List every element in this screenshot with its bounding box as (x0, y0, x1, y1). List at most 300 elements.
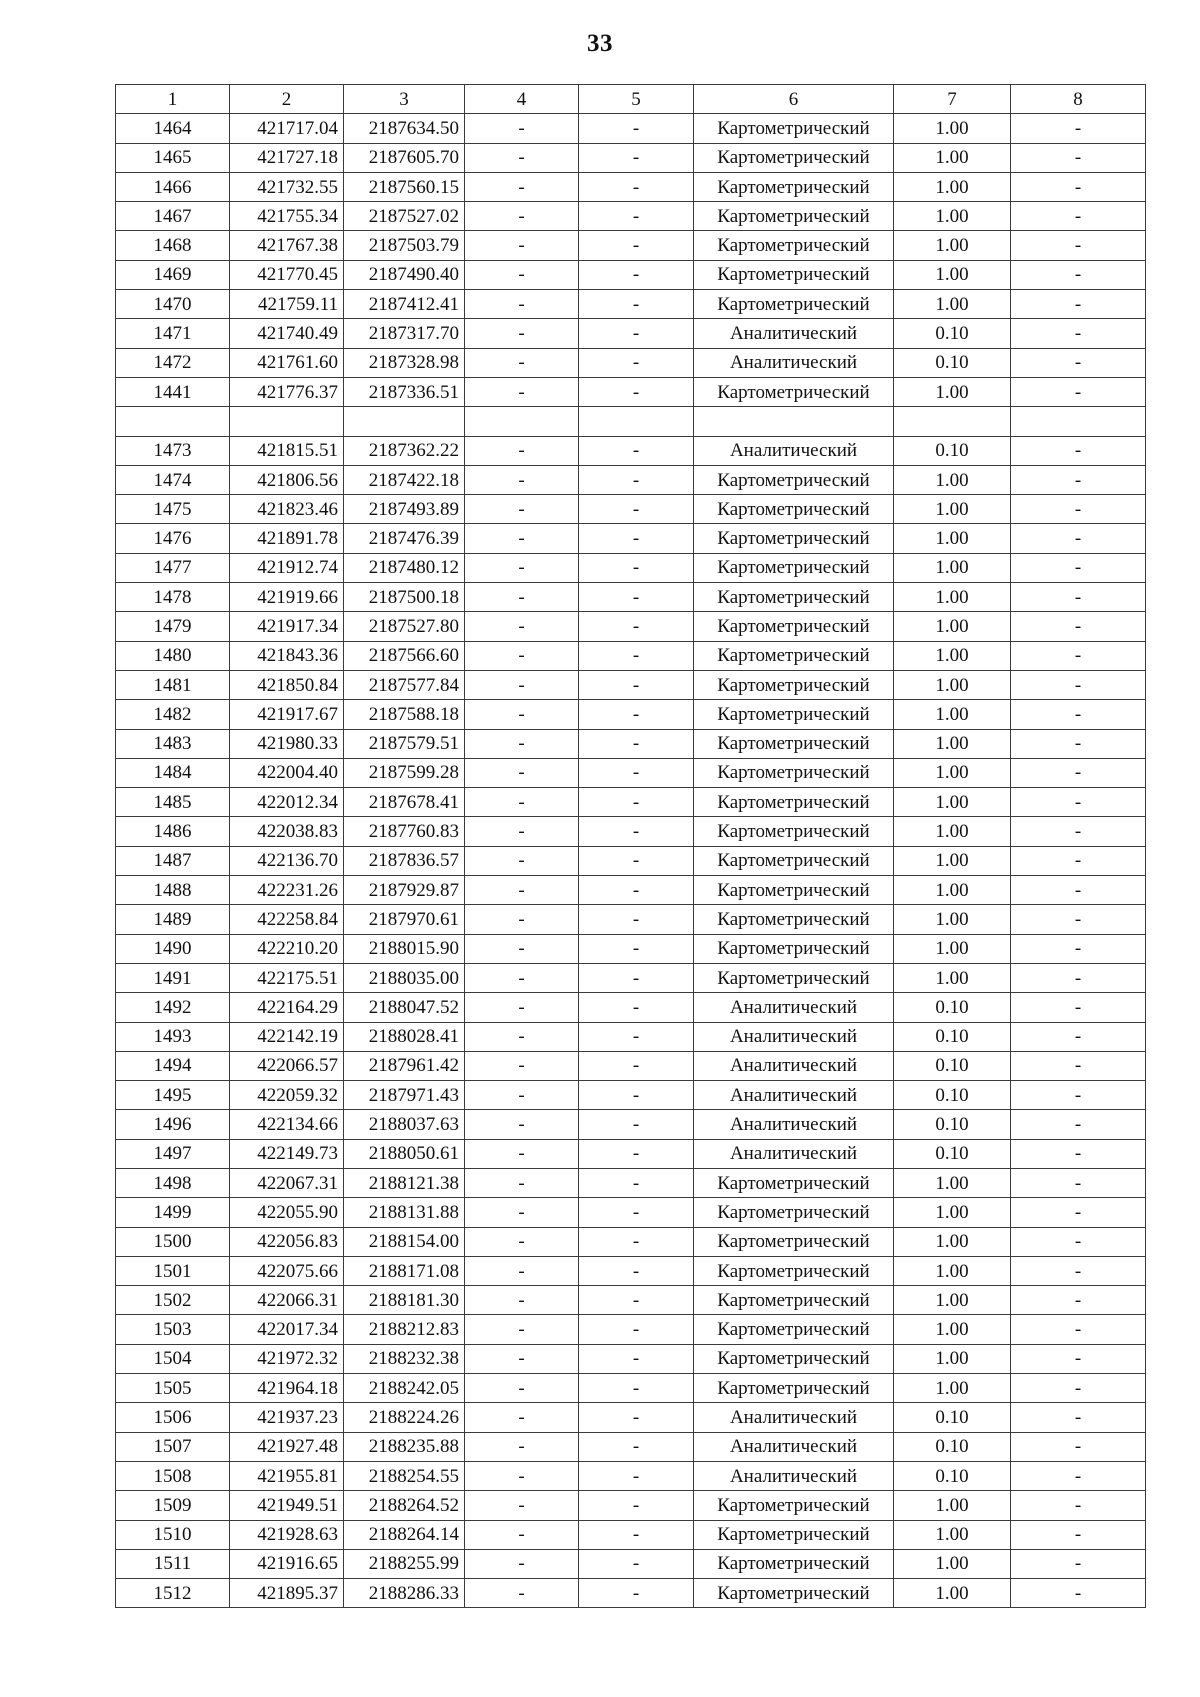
column-4-cell: - (465, 1520, 579, 1549)
point-number-cell: 1464 (116, 114, 230, 143)
table-row (116, 407, 1146, 436)
x-coordinate-cell: 422075.66 (230, 1256, 344, 1285)
table-row (116, 1315, 1146, 1344)
column-5-cell: - (579, 583, 694, 612)
table-row (116, 1286, 1146, 1315)
column-8-cell: - (1011, 1491, 1146, 1520)
table-row (116, 758, 1146, 787)
accuracy-cell: 1.00 (894, 202, 1011, 231)
column-5-cell: - (579, 1022, 694, 1051)
method-cell: Картометрический (694, 670, 894, 699)
point-number-cell: 1481 (116, 670, 230, 699)
column-8-cell: - (1011, 1549, 1146, 1578)
x-coordinate-cell: 422012.34 (230, 788, 344, 817)
column-8-cell: - (1011, 202, 1146, 231)
method-cell: Картометрический (694, 143, 894, 172)
column-header: 3 (344, 85, 465, 114)
column-5-cell: - (579, 758, 694, 787)
accuracy-cell: 1.00 (894, 172, 1011, 201)
point-number-cell: 1501 (116, 1256, 230, 1285)
accuracy-cell: 0.10 (894, 1139, 1011, 1168)
x-coordinate-cell: 421850.84 (230, 670, 344, 699)
column-8-cell: - (1011, 934, 1146, 963)
method-cell: Картометрический (694, 876, 894, 905)
y-coordinate-cell: 2187328.98 (344, 348, 465, 377)
column-5-cell: - (579, 172, 694, 201)
accuracy-cell: 0.10 (894, 1403, 1011, 1432)
y-coordinate-cell: 2188286.33 (344, 1579, 465, 1608)
method-cell: Картометрический (694, 114, 894, 143)
column-8-cell: - (1011, 1461, 1146, 1490)
method-cell: Картометрический (694, 758, 894, 787)
method-cell: Картометрический (694, 583, 894, 612)
y-coordinate-cell: 2187317.70 (344, 319, 465, 348)
table-row (116, 583, 1146, 612)
column-4-cell: - (465, 172, 579, 201)
column-4-cell: - (465, 348, 579, 377)
point-number-cell: 1500 (116, 1227, 230, 1256)
point-number-cell: 1499 (116, 1198, 230, 1227)
column-4-cell: - (465, 1227, 579, 1256)
x-coordinate-cell: 422136.70 (230, 846, 344, 875)
column-5-cell: - (579, 1110, 694, 1139)
method-cell: Картометрический (694, 1374, 894, 1403)
y-coordinate-cell: 2187336.51 (344, 377, 465, 406)
table-row (116, 524, 1146, 553)
x-coordinate-cell: 421767.38 (230, 231, 344, 260)
method-cell: Картометрический (694, 963, 894, 992)
y-coordinate-cell: 2188264.52 (344, 1491, 465, 1520)
column-4-cell: - (465, 641, 579, 670)
column-4-cell: - (465, 1256, 579, 1285)
column-5-cell (579, 407, 694, 436)
column-4-cell: - (465, 612, 579, 641)
accuracy-cell: 1.00 (894, 1256, 1011, 1285)
column-5-cell: - (579, 465, 694, 494)
point-number-cell: 1467 (116, 202, 230, 231)
column-4-cell: - (465, 1461, 579, 1490)
x-coordinate-cell: 421912.74 (230, 553, 344, 582)
point-number-cell: 1483 (116, 729, 230, 758)
x-coordinate-cell: 421806.56 (230, 465, 344, 494)
x-coordinate-cell: 422149.73 (230, 1139, 344, 1168)
method-cell: Картометрический (694, 202, 894, 231)
column-4-cell: - (465, 993, 579, 1022)
accuracy-cell: 1.00 (894, 905, 1011, 934)
method-cell: Аналитический (694, 993, 894, 1022)
x-coordinate-cell: 422017.34 (230, 1315, 344, 1344)
column-8-cell: - (1011, 1227, 1146, 1256)
point-number-cell: 1503 (116, 1315, 230, 1344)
column-5-cell: - (579, 641, 694, 670)
column-4-cell: - (465, 700, 579, 729)
accuracy-cell: 1.00 (894, 876, 1011, 905)
column-5-cell: - (579, 1579, 694, 1608)
method-cell: Картометрический (694, 1579, 894, 1608)
point-number-cell: 1473 (116, 436, 230, 465)
y-coordinate-cell: 2187579.51 (344, 729, 465, 758)
column-8-cell: - (1011, 1403, 1146, 1432)
x-coordinate-cell: 422231.26 (230, 876, 344, 905)
column-5-cell: - (579, 729, 694, 758)
column-8-cell: - (1011, 1256, 1146, 1285)
x-coordinate-cell: 422164.29 (230, 993, 344, 1022)
accuracy-cell: 1.00 (894, 788, 1011, 817)
column-4-cell: - (465, 1374, 579, 1403)
x-coordinate-cell: 422055.90 (230, 1198, 344, 1227)
column-4-cell: - (465, 143, 579, 172)
y-coordinate-cell: 2187566.60 (344, 641, 465, 670)
accuracy-cell: 1.00 (894, 700, 1011, 729)
column-5-cell: - (579, 1139, 694, 1168)
table-row (116, 1051, 1146, 1080)
table-row (116, 377, 1146, 406)
method-cell: Картометрический (694, 553, 894, 582)
y-coordinate-cell: 2187678.41 (344, 788, 465, 817)
method-cell: Аналитический (694, 1022, 894, 1051)
y-coordinate-cell: 2188242.05 (344, 1374, 465, 1403)
accuracy-cell: 1.00 (894, 1315, 1011, 1344)
table-row (116, 1579, 1146, 1608)
x-coordinate-cell: 421895.37 (230, 1579, 344, 1608)
x-coordinate-cell: 421761.60 (230, 348, 344, 377)
column-4-cell: - (465, 377, 579, 406)
accuracy-cell: 1.00 (894, 1198, 1011, 1227)
table-row (116, 495, 1146, 524)
point-number-cell: 1498 (116, 1168, 230, 1197)
column-8-cell: - (1011, 260, 1146, 289)
point-number-cell: 1502 (116, 1286, 230, 1315)
accuracy-cell: 0.10 (894, 319, 1011, 348)
x-coordinate-cell: 422067.31 (230, 1168, 344, 1197)
point-number-cell: 1468 (116, 231, 230, 260)
column-5-cell: - (579, 846, 694, 875)
x-coordinate-cell: 422210.20 (230, 934, 344, 963)
table-row (116, 348, 1146, 377)
point-number-cell: 1482 (116, 700, 230, 729)
y-coordinate-cell: 2187362.22 (344, 436, 465, 465)
accuracy-cell: 0.10 (894, 1432, 1011, 1461)
y-coordinate-cell: 2187760.83 (344, 817, 465, 846)
column-5-cell: - (579, 612, 694, 641)
accuracy-cell: 1.00 (894, 934, 1011, 963)
table-row (116, 260, 1146, 289)
y-coordinate-cell: 2187560.15 (344, 172, 465, 201)
column-8-cell: - (1011, 524, 1146, 553)
point-number-cell: 1477 (116, 553, 230, 582)
x-coordinate-cell: 421776.37 (230, 377, 344, 406)
column-5-cell: - (579, 1256, 694, 1285)
coordinates-table (115, 84, 1146, 1608)
column-5-cell: - (579, 963, 694, 992)
accuracy-cell: 1.00 (894, 524, 1011, 553)
column-5-cell: - (579, 993, 694, 1022)
table-row (116, 934, 1146, 963)
method-cell: Картометрический (694, 465, 894, 494)
y-coordinate-cell: 2187634.50 (344, 114, 465, 143)
x-coordinate-cell: 422038.83 (230, 817, 344, 846)
column-header: 6 (694, 85, 894, 114)
point-number-cell: 1508 (116, 1461, 230, 1490)
point-number-cell: 1466 (116, 172, 230, 201)
method-cell: Картометрический (694, 1549, 894, 1578)
x-coordinate-cell: 422059.32 (230, 1081, 344, 1110)
column-8-cell (1011, 407, 1146, 436)
accuracy-cell: 1.00 (894, 817, 1011, 846)
accuracy-cell: 1.00 (894, 1374, 1011, 1403)
y-coordinate-cell: 2187422.18 (344, 465, 465, 494)
method-cell: Картометрический (694, 1344, 894, 1373)
column-5-cell: - (579, 788, 694, 817)
accuracy-cell: 1.00 (894, 231, 1011, 260)
column-8-cell: - (1011, 377, 1146, 406)
y-coordinate-cell: 2187836.57 (344, 846, 465, 875)
column-5-cell: - (579, 114, 694, 143)
column-8-cell: - (1011, 612, 1146, 641)
y-coordinate-cell: 2188035.00 (344, 963, 465, 992)
column-8-cell: - (1011, 290, 1146, 319)
column-8-cell: - (1011, 1344, 1146, 1373)
x-coordinate-cell: 421927.48 (230, 1432, 344, 1461)
column-5-cell: - (579, 524, 694, 553)
table-row (116, 1256, 1146, 1285)
point-number-cell: 1511 (116, 1549, 230, 1578)
column-8-cell: - (1011, 1315, 1146, 1344)
column-5-cell: - (579, 231, 694, 260)
column-4-cell: - (465, 436, 579, 465)
x-coordinate-cell: 421917.34 (230, 612, 344, 641)
x-coordinate-cell: 422134.66 (230, 1110, 344, 1139)
y-coordinate-cell: 2187961.42 (344, 1051, 465, 1080)
x-coordinate-cell: 421843.36 (230, 641, 344, 670)
method-cell: Аналитический (694, 1403, 894, 1432)
y-coordinate-cell: 2187970.61 (344, 905, 465, 934)
column-8-cell: - (1011, 758, 1146, 787)
column-5-cell: - (579, 1081, 694, 1110)
accuracy-cell: 0.10 (894, 348, 1011, 377)
column-8-cell: - (1011, 553, 1146, 582)
point-number-cell: 1495 (116, 1081, 230, 1110)
method-cell: Аналитический (694, 436, 894, 465)
column-4-cell: - (465, 1491, 579, 1520)
method-cell: Картометрический (694, 495, 894, 524)
point-number-cell: 1492 (116, 993, 230, 1022)
y-coordinate-cell: 2188255.99 (344, 1549, 465, 1578)
column-8-cell: - (1011, 1579, 1146, 1608)
y-coordinate-cell: 2187588.18 (344, 700, 465, 729)
accuracy-cell: 1.00 (894, 377, 1011, 406)
accuracy-cell: 1.00 (894, 1579, 1011, 1608)
column-4-cell: - (465, 1051, 579, 1080)
method-cell: Картометрический (694, 1198, 894, 1227)
method-cell: Картометрический (694, 1315, 894, 1344)
column-8-cell: - (1011, 788, 1146, 817)
point-number-cell: 1510 (116, 1520, 230, 1549)
y-coordinate-cell: 2187476.39 (344, 524, 465, 553)
column-5-cell: - (579, 436, 694, 465)
x-coordinate-cell: 422066.57 (230, 1051, 344, 1080)
column-4-cell: - (465, 114, 579, 143)
table-row (116, 1198, 1146, 1227)
point-number-cell: 1480 (116, 641, 230, 670)
point-number-cell: 1474 (116, 465, 230, 494)
column-4-cell: - (465, 670, 579, 699)
accuracy-cell: 1.00 (894, 553, 1011, 582)
column-4-cell: - (465, 583, 579, 612)
x-coordinate-cell: 421891.78 (230, 524, 344, 553)
y-coordinate-cell: 2187412.41 (344, 290, 465, 319)
column-8-cell: - (1011, 846, 1146, 875)
x-coordinate-cell: 421916.65 (230, 1549, 344, 1578)
point-number-cell: 1488 (116, 876, 230, 905)
x-coordinate-cell: 421823.46 (230, 495, 344, 524)
method-cell: Картометрический (694, 377, 894, 406)
y-coordinate-cell: 2187971.43 (344, 1081, 465, 1110)
x-coordinate-cell: 421928.63 (230, 1520, 344, 1549)
point-number-cell: 1489 (116, 905, 230, 934)
column-5-cell: - (579, 905, 694, 934)
method-cell: Картометрический (694, 231, 894, 260)
method-cell: Картометрический (694, 290, 894, 319)
x-coordinate-cell: 422258.84 (230, 905, 344, 934)
x-coordinate-cell: 422142.19 (230, 1022, 344, 1051)
y-coordinate-cell: 2188235.88 (344, 1432, 465, 1461)
y-coordinate-cell: 2187605.70 (344, 143, 465, 172)
column-5-cell: - (579, 319, 694, 348)
table-row (116, 1081, 1146, 1110)
method-cell: Картометрический (694, 934, 894, 963)
column-4-cell: - (465, 963, 579, 992)
column-5-cell: - (579, 348, 694, 377)
x-coordinate-cell: 421937.23 (230, 1403, 344, 1432)
column-5-cell: - (579, 817, 694, 846)
method-cell: Аналитический (694, 1110, 894, 1139)
column-4-cell: - (465, 319, 579, 348)
method-cell: Картометрический (694, 905, 894, 934)
method-cell: Картометрический (694, 612, 894, 641)
table-row (116, 670, 1146, 699)
column-8-cell: - (1011, 1051, 1146, 1080)
point-number-cell: 1505 (116, 1374, 230, 1403)
x-coordinate-cell: 421964.18 (230, 1374, 344, 1403)
column-5-cell: - (579, 1168, 694, 1197)
point-number-cell: 1472 (116, 348, 230, 377)
column-4-cell: - (465, 1403, 579, 1432)
y-coordinate-cell: 2188171.08 (344, 1256, 465, 1285)
accuracy-cell: 1.00 (894, 465, 1011, 494)
table-row (116, 700, 1146, 729)
column-5-cell: - (579, 1051, 694, 1080)
accuracy-cell: 1.00 (894, 846, 1011, 875)
column-4-cell: - (465, 290, 579, 319)
x-coordinate-cell: 421972.32 (230, 1344, 344, 1373)
point-number-cell: 1485 (116, 788, 230, 817)
x-coordinate-cell: 421980.33 (230, 729, 344, 758)
column-4-cell: - (465, 1549, 579, 1578)
table-row (116, 319, 1146, 348)
accuracy-cell: 1.00 (894, 583, 1011, 612)
method-cell: Аналитический (694, 319, 894, 348)
column-4-cell: - (465, 1579, 579, 1608)
column-8-cell: - (1011, 495, 1146, 524)
column-4-cell: - (465, 1081, 579, 1110)
column-8-cell: - (1011, 231, 1146, 260)
column-8-cell: - (1011, 465, 1146, 494)
method-cell: Картометрический (694, 172, 894, 201)
column-8-cell: - (1011, 583, 1146, 612)
column-5-cell: - (579, 1403, 694, 1432)
point-number-cell: 1507 (116, 1432, 230, 1461)
table-row (116, 817, 1146, 846)
column-5-cell: - (579, 1549, 694, 1578)
point-number-cell: 1494 (116, 1051, 230, 1080)
accuracy-cell: 1.00 (894, 143, 1011, 172)
column-5-cell: - (579, 1374, 694, 1403)
table-row (116, 290, 1146, 319)
column-4-cell: - (465, 905, 579, 934)
table-row (116, 202, 1146, 231)
column-4-cell: - (465, 934, 579, 963)
x-coordinate-cell: 421759.11 (230, 290, 344, 319)
table-row (116, 1461, 1146, 1490)
column-header: 5 (579, 85, 694, 114)
column-8-cell: - (1011, 670, 1146, 699)
method-cell (694, 407, 894, 436)
y-coordinate-cell: 2188050.61 (344, 1139, 465, 1168)
method-cell: Картометрический (694, 729, 894, 758)
column-4-cell: - (465, 1432, 579, 1461)
point-number-cell: 1475 (116, 495, 230, 524)
point-number-cell: 1487 (116, 846, 230, 875)
y-coordinate-cell: 2188028.41 (344, 1022, 465, 1051)
accuracy-cell: 1.00 (894, 612, 1011, 641)
column-8-cell: - (1011, 641, 1146, 670)
column-5-cell: - (579, 495, 694, 524)
y-coordinate-cell: 2187500.18 (344, 583, 465, 612)
column-4-cell: - (465, 1315, 579, 1344)
point-number-cell: 1469 (116, 260, 230, 289)
accuracy-cell: 1.00 (894, 670, 1011, 699)
accuracy-cell: 1.00 (894, 1491, 1011, 1520)
column-5-cell: - (579, 143, 694, 172)
x-coordinate-cell: 422056.83 (230, 1227, 344, 1256)
column-8-cell: - (1011, 876, 1146, 905)
accuracy-cell: 1.00 (894, 1286, 1011, 1315)
column-4-cell: - (465, 788, 579, 817)
column-4-cell: - (465, 1198, 579, 1227)
column-8-cell: - (1011, 1081, 1146, 1110)
accuracy-cell: 1.00 (894, 729, 1011, 758)
accuracy-cell: 1.00 (894, 1549, 1011, 1578)
table-row (116, 1344, 1146, 1373)
x-coordinate-cell: 422004.40 (230, 758, 344, 787)
table-row (116, 465, 1146, 494)
column-5-cell: - (579, 934, 694, 963)
accuracy-cell: 1.00 (894, 963, 1011, 992)
table-row (116, 1022, 1146, 1051)
table-body (116, 85, 1146, 1608)
table-row (116, 1227, 1146, 1256)
column-5-cell: - (579, 260, 694, 289)
column-5-cell: - (579, 1520, 694, 1549)
column-4-cell: - (465, 846, 579, 875)
column-4-cell: - (465, 1168, 579, 1197)
accuracy-cell: 1.00 (894, 1520, 1011, 1549)
method-cell: Картометрический (694, 1286, 894, 1315)
x-coordinate-cell: 421919.66 (230, 583, 344, 612)
table-row (116, 1403, 1146, 1432)
point-number-cell: 1497 (116, 1139, 230, 1168)
